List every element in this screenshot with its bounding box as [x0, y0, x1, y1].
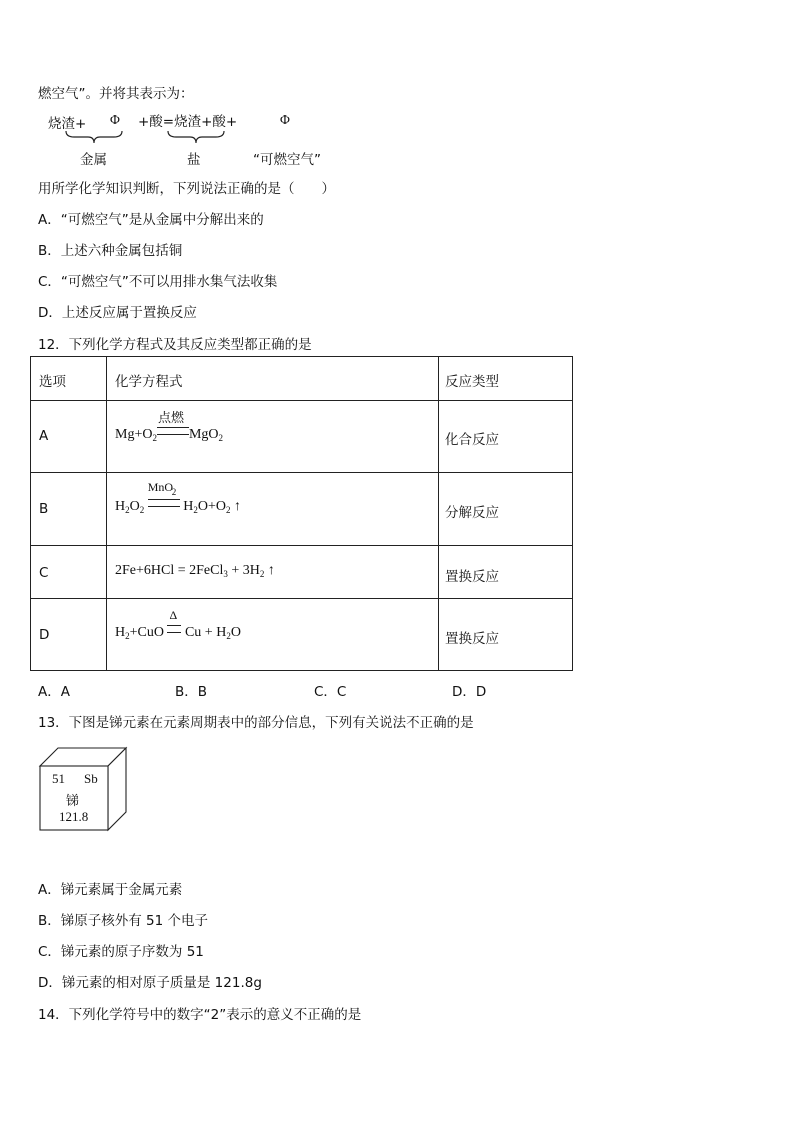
row-option: C [39, 565, 49, 581]
salt-label: 盐 [187, 152, 201, 168]
flammable-air-label: “可燃空气” [253, 152, 321, 168]
equation-c: 2Fe+6HCl = 2FeCl$_3$ + $3H_2$ ↑ [115, 563, 275, 579]
metal-label: 金属 [80, 152, 107, 168]
atomic-mass: 121.8 [59, 809, 89, 824]
row-type: 化合反应 [445, 432, 499, 448]
option-b: B．锑原子核外有 51 个电子 [38, 913, 209, 929]
option-a: A．锑元素属于金属元素 [38, 882, 183, 898]
phi-symbol: Φ [280, 112, 290, 127]
question-stem: 12．下列化学方程式及其反应类型都正确的是 [38, 337, 312, 353]
row-type: 置换反应 [445, 631, 499, 647]
answer-d: D．D [452, 684, 487, 700]
equation-b: $H_2O_2$ MnO 2 $H_2O+O_2$ ↑ [115, 480, 241, 515]
brace-icon [166, 129, 226, 145]
option-d: D．锑元素的相对原子质量是 121.8g [38, 975, 262, 991]
row-type: 分解反应 [445, 505, 499, 521]
answer-a: A．A [38, 684, 70, 700]
row-option: D [39, 627, 50, 643]
intro-line: 燃空气”。并将其表示为： [38, 86, 194, 102]
equation-part2: +酸=烧渣+酸+ [138, 114, 238, 130]
header-type: 反应类型 [445, 374, 499, 390]
equation-a: $Mg+O_2$ 点燃 MgO$_2$ [115, 411, 224, 443]
option-b: B．上述六种金属包括铜 [38, 243, 183, 259]
question-stem: 13．下图是锑元素在元素周期表中的部分信息，下列有关说法不正确的是 [38, 715, 474, 731]
equation-part1: 烧渣+ [48, 116, 87, 132]
atomic-number: 51 [52, 771, 65, 786]
element-name: 锑 [66, 794, 80, 809]
option-d: D．上述反应属于置换反应 [38, 305, 197, 321]
question-stem: 14．下列化学符号中的数字“2”表示的意义不正确的是 [38, 1007, 362, 1023]
phi-symbol: Φ [110, 112, 120, 127]
option-c: C．“可燃空气”不可以用排水集气法收集 [38, 274, 278, 290]
equation-d: $H_2+CuO$ Δ $Cu + H_2O$ [115, 608, 241, 641]
answer-c: C．C [314, 684, 347, 700]
option-a: A．“可燃空气”是从金属中分解出来的 [38, 212, 264, 228]
option-c: C．锑元素的原子序数为 51 [38, 944, 204, 960]
element-symbol: Sb [84, 771, 98, 786]
header-option: 选项 [39, 374, 66, 390]
header-equation: 化学方程式 [115, 374, 183, 390]
equation-table [30, 356, 573, 671]
row-option: A [39, 428, 49, 444]
question-stem: 用所学化学知识判断，下列说法正确的是（ ） [38, 181, 335, 197]
row-type: 置换反应 [445, 569, 499, 585]
brace-icon [64, 129, 124, 145]
answer-b: B．B [175, 684, 208, 700]
row-option: B [39, 501, 49, 517]
